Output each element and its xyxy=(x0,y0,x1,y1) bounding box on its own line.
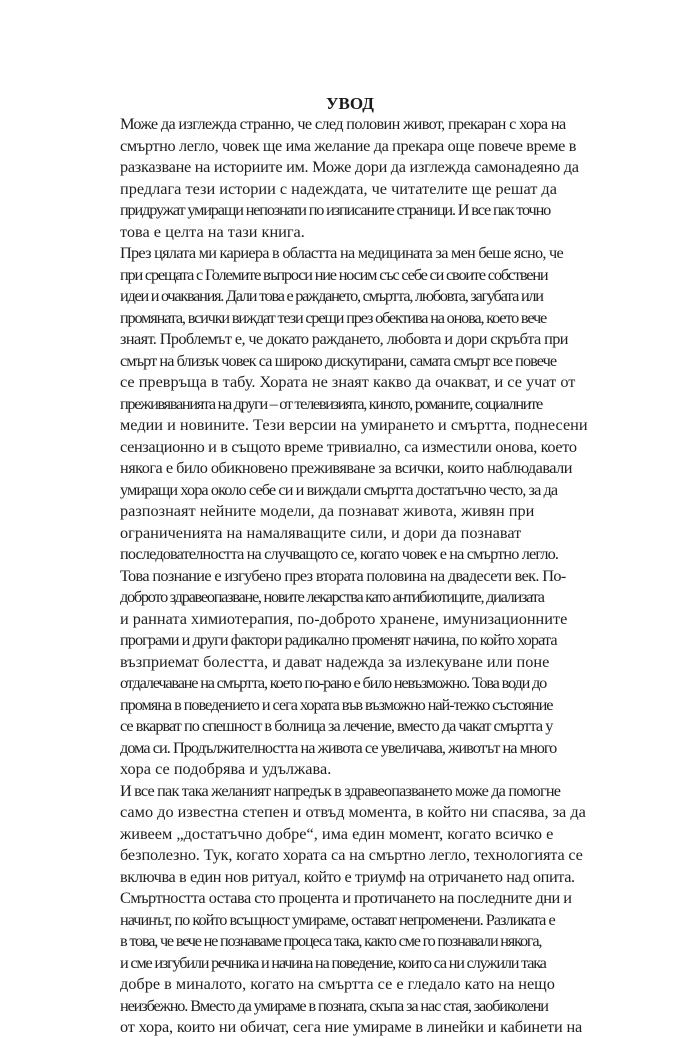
text-line: придружат умиращи непознати по изписаните страници. И все пак точно xyxy=(120,200,551,219)
text-line: в това, че вече не познаваме процеса така, както сме го познавали някога, xyxy=(120,931,542,950)
text-line: живеем „достатъчно добре“, има един момент, когато всичко е xyxy=(120,823,554,843)
text-line: разпознаят нейните модели, да познават живота, живян при xyxy=(120,501,535,520)
text-line: сензационно и в същото време тривиално, са изместили онова, което xyxy=(120,436,577,456)
text-line: някога е било обикновено преживяване за всички, които наблюдавали xyxy=(120,458,572,477)
text-line: отдалечаване на смъртта, което по-рано е било невъзможно. Това води до xyxy=(120,673,547,692)
text-line: Смъртността остава сто процента и протичането на последните дни и xyxy=(120,888,572,907)
text-line: се вкарват по спешност в болница за лечение, вместо да чакат смъртта у xyxy=(120,716,553,735)
text-line: Това познание е изгубено през втората половина на двадесети век. По- xyxy=(120,565,566,585)
text-line: медии и новините. Тези версии на умирането и смъртта, поднесени xyxy=(120,415,588,434)
text-line: последователността на случващото се, когато човек е на смъртно легло. xyxy=(120,544,559,563)
text-line: През цялата ми кариера в областта на медицината за мен беше ясно, че xyxy=(120,243,563,262)
text-line: умиращи хора около себе си и виждали смъртта достатъчно често, за да xyxy=(120,479,558,499)
text-line: програми и други фактори радикално променят начина, по който хората xyxy=(120,630,557,649)
text-line: знаят. Проблемът е, че докато раждането, любовта и дори скръбта при xyxy=(120,329,568,348)
page-title: УВОД xyxy=(326,94,374,113)
text-line: хора се подобрява и удължава. xyxy=(120,759,332,778)
text-line: добре в миналото, когато на смъртта се е гледало като на нещо xyxy=(120,974,555,993)
body-text xyxy=(120,113,588,1038)
text-line: дома си. Продължителността на живота се увеличава, животът на много xyxy=(120,737,557,757)
text-line: предлага тези истории с надеждата, че читателите ще решат да xyxy=(120,178,557,198)
text-line: ограниченията на намаляващите сили, и дори да познават xyxy=(120,522,522,542)
text-line: смъртно легло, човек ще има желание да прекара още повече време в xyxy=(120,135,577,155)
text-line: доброто здравеопазване, новите лекарства като антибиотиците, диализата xyxy=(120,587,544,606)
text-line: при срещата с Големите въпроси ние носим със себе си своите собствени xyxy=(120,264,548,284)
text-line: идеи и очаквания. Дали това е раждането, смъртта, любовта, загубата или xyxy=(120,286,543,305)
text-line: възприемат болестта, и дават надежда за излекуване или поне xyxy=(120,651,550,671)
text-line: промяна в поведението и сега хората във възможно най-тежко състояние xyxy=(120,694,553,714)
text-line: включва в един нов ритуал, който е триумф на отричането над опита. xyxy=(120,866,575,886)
text-line: безполезно. Тук, когато хората са на смъртно легло, технологията се xyxy=(120,845,583,864)
text-line: това е целта на тази книга. xyxy=(120,221,305,241)
text-line: начинът, по който всъщност умираме, остават непроменени. Разликата е xyxy=(120,909,555,929)
text-line: смърт на близък човек са широко дискутирани, самата смърт все повече xyxy=(120,350,557,370)
text-line: и сме изгубили речника и начина на поведение, които са ни служили така xyxy=(120,952,546,972)
text-line: преживяванията на други – от телевизията, киното, романите, социалните xyxy=(120,393,542,413)
text-line: само до известна степен и отвъд момента, в който ни спасява, за да xyxy=(120,802,586,821)
text-line: И все пак така желаният напредък в здравеопазването може да помогне xyxy=(120,780,561,800)
text-line: и ранната химиотерапия, по-доброто хранене, имунизационните xyxy=(120,608,568,628)
text-line: от хора, които ни обичат, сега ние умираме в линейки и кабинети на xyxy=(120,1017,583,1036)
text-line: разказване на историите им. Може дори да изглежда самонадеяно да xyxy=(120,157,579,176)
text-line: промяната, всички виждат тези срещи през обектива на онова, което вече xyxy=(120,307,547,327)
text-line: се превръща в табу. Хората не знаят какво да очакват, и се учат от xyxy=(120,372,576,391)
text-line: неизбежно. Вместо да умираме в позната, скъпа за нас стая, заобиколени xyxy=(120,995,548,1015)
text-line: Може да изглежда странно, че след половин живот, прекаран с хора на xyxy=(120,114,566,133)
